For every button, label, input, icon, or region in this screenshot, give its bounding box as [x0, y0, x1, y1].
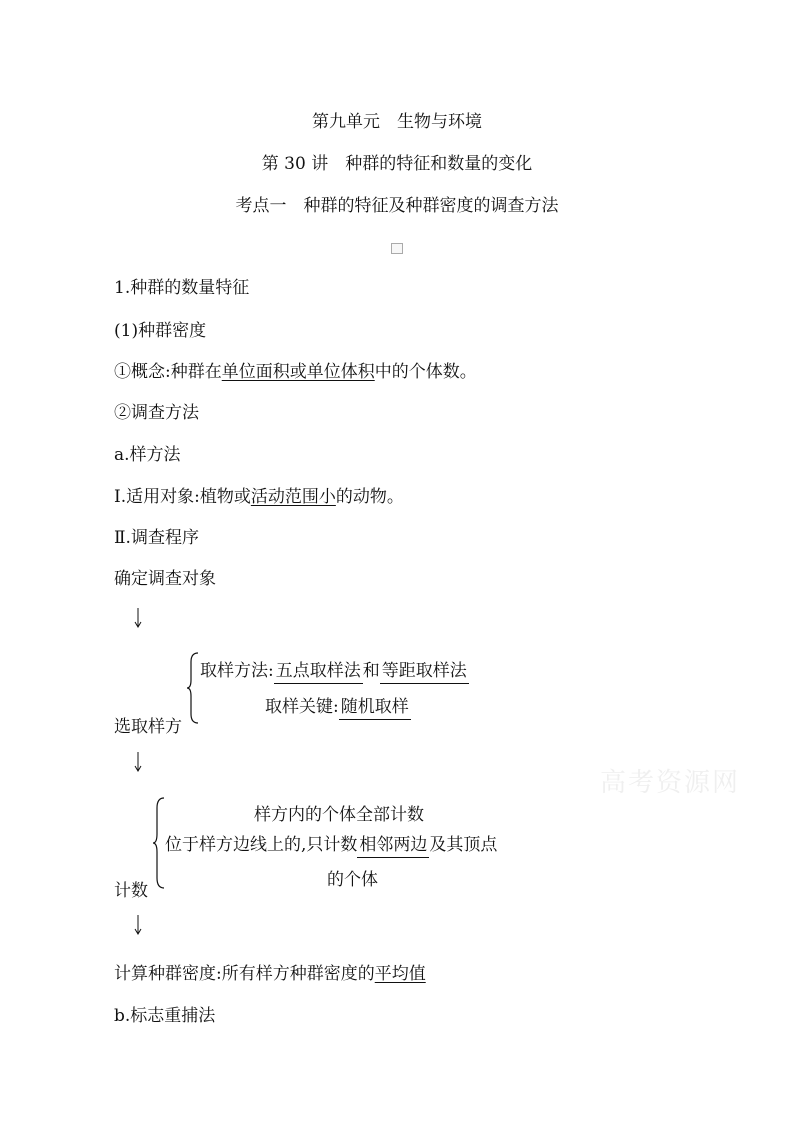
down-arrow-icon	[133, 608, 143, 628]
count-rule-2-answer: 相邻两边	[357, 830, 429, 858]
image-placeholder-icon	[391, 243, 403, 254]
count-rule-2-suffix: 及其顶点	[429, 835, 498, 855]
calc-answer: 平均值	[374, 964, 426, 984]
count-rule-2-prefix: 位于样方边线上的,只计数	[165, 835, 358, 855]
scope-answer: 活动范围小	[250, 487, 336, 507]
section-quantity-features: 1.种群的数量特征	[114, 278, 250, 298]
mark-recapture-heading: b.标志重捕法	[114, 1006, 216, 1026]
step-select-quadrat: 选取样方	[114, 717, 182, 737]
left-brace-icon	[152, 797, 166, 889]
sampling-key-answer: 随机取样	[339, 692, 411, 720]
scope-line	[114, 482, 404, 507]
down-arrow-icon	[133, 915, 143, 935]
unit-title: 第九单元 生物与环境	[312, 112, 482, 132]
calc-density-line	[114, 959, 426, 984]
lecture-title: 第 30 讲 种群的特征和数量的变化	[261, 154, 533, 174]
method-heading: ②调查方法	[114, 403, 199, 423]
count-rule-2	[165, 830, 497, 858]
count-rule-1: 样方内的个体全部计数	[254, 805, 424, 825]
step-count: 计数	[114, 881, 148, 901]
sampling-method-mid: 和	[362, 661, 380, 681]
sampling-method-answer-2: 等距取样法	[380, 656, 469, 684]
concept-line	[114, 357, 477, 382]
left-brace-icon	[186, 652, 200, 724]
step-determine-object: 确定调查对象	[114, 569, 216, 589]
count-rule-3: 的个体	[327, 870, 378, 890]
calc-prefix: 计算种群密度:所有样方种群密度的	[114, 964, 375, 984]
watermark: 高考资源网	[600, 768, 741, 798]
down-arrow-icon	[133, 752, 143, 772]
sampling-method-line	[200, 656, 469, 684]
sampling-key-prefix: 取样关键:	[265, 697, 339, 717]
concept-prefix: ①概念:种群在	[114, 362, 222, 382]
procedure-heading: Ⅱ.调查程序	[114, 528, 199, 548]
sampling-key-line	[265, 692, 411, 720]
subsection-density: (1)种群密度	[114, 321, 207, 341]
quadrat-heading: a.样方法	[114, 445, 181, 465]
concept-answer: 单位面积或单位体积	[221, 362, 375, 382]
concept-suffix: 中的个体数。	[374, 362, 477, 382]
scope-prefix: Ⅰ.适用对象:植物或	[114, 487, 251, 507]
topic-title: 考点一 种群的特征及种群密度的调查方法	[235, 196, 559, 216]
scope-suffix: 的动物。	[335, 487, 404, 507]
sampling-method-prefix: 取样方法:	[200, 661, 274, 681]
sampling-method-answer-1: 五点取样法	[274, 656, 363, 684]
